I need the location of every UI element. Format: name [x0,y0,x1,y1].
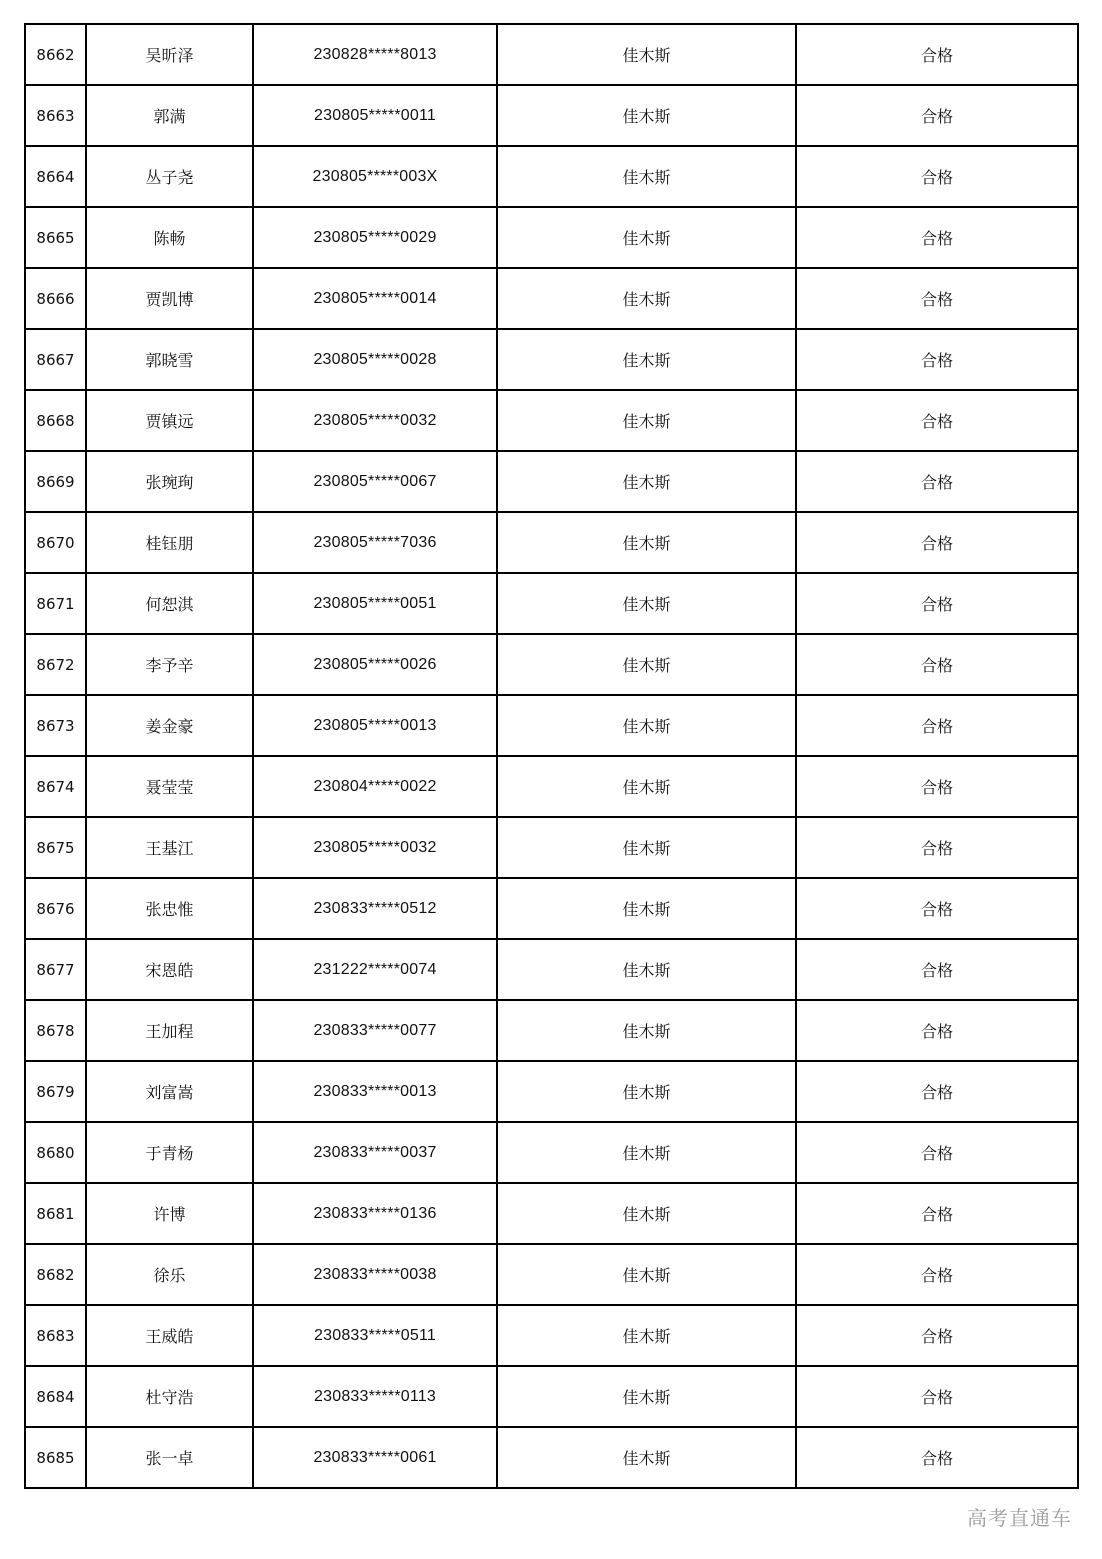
city-cell: 佳木斯 [497,1366,796,1427]
result-cell: 合格 [796,817,1078,878]
table-row [25,1183,1078,1244]
id-number-cell: 230805*****0051 [253,573,497,634]
id-number-cell: 230805*****0013 [253,695,497,756]
city-cell: 佳木斯 [497,756,796,817]
result-cell: 合格 [796,1183,1078,1244]
id-number-cell: 230805*****0032 [253,390,497,451]
candidate-name-cell: 郭晓雪 [86,329,253,390]
id-number-cell: 230805*****0032 [253,817,497,878]
city-cell: 佳木斯 [497,1427,796,1488]
candidate-name-cell: 刘富嵩 [86,1061,253,1122]
result-cell: 合格 [796,1427,1078,1488]
result-cell: 合格 [796,329,1078,390]
city-cell: 佳木斯 [497,695,796,756]
city-cell: 佳木斯 [497,85,796,146]
table-row [25,1061,1078,1122]
candidate-name-cell: 贾镇远 [86,390,253,451]
results-table-body [25,24,1078,1488]
id-number-cell: 230805*****0014 [253,268,497,329]
candidate-name-cell: 吴昕泽 [86,24,253,85]
table-row [25,146,1078,207]
candidate-name-cell: 丛子尧 [86,146,253,207]
row-number-cell: 8668 [25,390,86,451]
table-row [25,512,1078,573]
city-cell: 佳木斯 [497,939,796,1000]
result-cell: 合格 [796,695,1078,756]
result-cell: 合格 [796,85,1078,146]
table-row [25,756,1078,817]
table-row [25,1366,1078,1427]
table-row [25,939,1078,1000]
id-number-cell: 230833*****0113 [253,1366,497,1427]
candidate-name-cell: 聂莹莹 [86,756,253,817]
candidate-name-cell: 王威皓 [86,1305,253,1366]
result-cell: 合格 [796,1366,1078,1427]
row-number-cell: 8680 [25,1122,86,1183]
row-number-cell: 8673 [25,695,86,756]
id-number-cell: 230804*****0022 [253,756,497,817]
id-number-cell: 230805*****003X [253,146,497,207]
results-table [24,23,1079,1489]
row-number-cell: 8665 [25,207,86,268]
id-number-cell: 230805*****0011 [253,85,497,146]
table-row [25,1244,1078,1305]
table-row [25,695,1078,756]
row-number-cell: 8664 [25,146,86,207]
row-number-cell: 8671 [25,573,86,634]
city-cell: 佳木斯 [497,1244,796,1305]
row-number-cell: 8663 [25,85,86,146]
city-cell: 佳木斯 [497,1122,796,1183]
table-row [25,390,1078,451]
city-cell: 佳木斯 [497,878,796,939]
row-number-cell: 8682 [25,1244,86,1305]
city-cell: 佳木斯 [497,451,796,512]
result-cell: 合格 [796,756,1078,817]
result-cell: 合格 [796,24,1078,85]
id-number-cell: 230833*****0511 [253,1305,497,1366]
id-number-cell: 230805*****0026 [253,634,497,695]
result-cell: 合格 [796,1061,1078,1122]
table-row [25,329,1078,390]
result-cell: 合格 [796,1000,1078,1061]
row-number-cell: 8670 [25,512,86,573]
city-cell: 佳木斯 [497,1061,796,1122]
city-cell: 佳木斯 [497,817,796,878]
city-cell: 佳木斯 [497,1000,796,1061]
result-cell: 合格 [796,878,1078,939]
id-number-cell: 230833*****0136 [253,1183,497,1244]
row-number-cell: 8666 [25,268,86,329]
table-row [25,634,1078,695]
row-number-cell: 8672 [25,634,86,695]
city-cell: 佳木斯 [497,634,796,695]
table-row [25,207,1078,268]
city-cell: 佳木斯 [497,1183,796,1244]
result-cell: 合格 [796,390,1078,451]
row-number-cell: 8685 [25,1427,86,1488]
candidate-name-cell: 桂钰朋 [86,512,253,573]
city-cell: 佳木斯 [497,1305,796,1366]
result-cell: 合格 [796,634,1078,695]
candidate-name-cell: 徐乐 [86,1244,253,1305]
city-cell: 佳木斯 [497,268,796,329]
result-cell: 合格 [796,573,1078,634]
city-cell: 佳木斯 [497,24,796,85]
id-number-cell: 230805*****7036 [253,512,497,573]
result-cell: 合格 [796,939,1078,1000]
candidate-name-cell: 姜金豪 [86,695,253,756]
table-row [25,451,1078,512]
city-cell: 佳木斯 [497,390,796,451]
candidate-name-cell: 何恕淇 [86,573,253,634]
candidate-name-cell: 张忠惟 [86,878,253,939]
id-number-cell: 230833*****0038 [253,1244,497,1305]
candidate-name-cell: 于青杨 [86,1122,253,1183]
table-row [25,573,1078,634]
candidate-name-cell: 李予辛 [86,634,253,695]
id-number-cell: 230805*****0029 [253,207,497,268]
city-cell: 佳木斯 [497,573,796,634]
candidate-name-cell: 王基江 [86,817,253,878]
candidate-name-cell: 许博 [86,1183,253,1244]
row-number-cell: 8677 [25,939,86,1000]
id-number-cell: 231222*****0074 [253,939,497,1000]
row-number-cell: 8679 [25,1061,86,1122]
row-number-cell: 8667 [25,329,86,390]
city-cell: 佳木斯 [497,146,796,207]
candidate-name-cell: 陈畅 [86,207,253,268]
table-row [25,878,1078,939]
row-number-cell: 8662 [25,24,86,85]
id-number-cell: 230833*****0013 [253,1061,497,1122]
table-row [25,817,1078,878]
candidate-name-cell: 贾凯博 [86,268,253,329]
result-cell: 合格 [796,1305,1078,1366]
row-number-cell: 8674 [25,756,86,817]
table-row [25,1000,1078,1061]
result-cell: 合格 [796,512,1078,573]
table-row [25,1427,1078,1488]
result-cell: 合格 [796,1122,1078,1183]
result-cell: 合格 [796,268,1078,329]
table-row [25,24,1078,85]
id-number-cell: 230833*****0061 [253,1427,497,1488]
table-row [25,1305,1078,1366]
id-number-cell: 230828*****8013 [253,24,497,85]
row-number-cell: 8681 [25,1183,86,1244]
table-row [25,268,1078,329]
candidate-name-cell: 杜守浩 [86,1366,253,1427]
id-number-cell: 230805*****0067 [253,451,497,512]
result-cell: 合格 [796,1244,1078,1305]
id-number-cell: 230833*****0037 [253,1122,497,1183]
candidate-name-cell: 宋恩皓 [86,939,253,1000]
city-cell: 佳木斯 [497,512,796,573]
watermark: 高考直通车 [965,1502,1074,1531]
id-number-cell: 230833*****0512 [253,878,497,939]
result-cell: 合格 [796,451,1078,512]
result-cell: 合格 [796,207,1078,268]
table-row [25,1122,1078,1183]
row-number-cell: 8683 [25,1305,86,1366]
candidate-name-cell: 郭满 [86,85,253,146]
row-number-cell: 8678 [25,1000,86,1061]
city-cell: 佳木斯 [497,207,796,268]
city-cell: 佳木斯 [497,329,796,390]
candidate-name-cell: 张琬珣 [86,451,253,512]
row-number-cell: 8676 [25,878,86,939]
candidate-name-cell: 张一卓 [86,1427,253,1488]
id-number-cell: 230833*****0077 [253,1000,497,1061]
result-cell: 合格 [796,146,1078,207]
row-number-cell: 8675 [25,817,86,878]
row-number-cell: 8684 [25,1366,86,1427]
id-number-cell: 230805*****0028 [253,329,497,390]
table-row [25,85,1078,146]
candidate-name-cell: 王加程 [86,1000,253,1061]
row-number-cell: 8669 [25,451,86,512]
